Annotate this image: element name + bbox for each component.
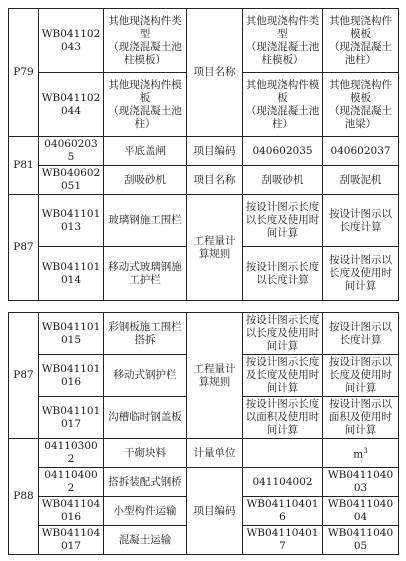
- original-text: 按设计图示长度以长度及使用时间计算: [243, 195, 323, 247]
- original-text: [243, 439, 323, 468]
- item-name: 其他现浇构件模板 （现浇混凝土池柱）: [104, 73, 187, 137]
- corrected-text: 040602037: [323, 137, 399, 166]
- item-name: 玻璃钢施工围栏: [104, 195, 187, 247]
- corrected-text: WB041104003: [323, 468, 399, 497]
- table-row: [9, 137, 399, 166]
- page-number: P79: [9, 9, 39, 137]
- item-name: 彩钢板施工围栏搭拆: [104, 313, 187, 355]
- page-number: P88: [9, 439, 39, 555]
- page-number: P87: [9, 195, 39, 301]
- item-code: 041103002: [39, 439, 104, 468]
- item-code: WB041101014: [39, 247, 104, 301]
- item-name: 搭拆装配式钢桥: [104, 468, 187, 497]
- original-text: 其他现浇构件类型 （现浇混凝土池柱模板）: [243, 9, 323, 73]
- item-name: 移动式钢护栏: [104, 355, 187, 397]
- changed-attribute: 项目名称: [187, 9, 243, 137]
- item-code: 040602035: [39, 137, 104, 166]
- item-code: WB041101013: [39, 195, 104, 247]
- page-number: P87: [9, 313, 39, 439]
- item-code: WB041104016: [39, 497, 104, 526]
- errata-table-top: [8, 8, 399, 301]
- table-row: [9, 313, 399, 355]
- item-code: WB041102044: [39, 73, 104, 137]
- table-row: [9, 439, 399, 468]
- item-code: WB041104017: [39, 526, 104, 555]
- table-row: [9, 468, 399, 497]
- table-row: [9, 195, 399, 247]
- item-name: 沟槽临时钢盖板: [104, 397, 187, 439]
- corrected-text: 其他现浇构件模板 （现浇混凝土池梁）: [323, 73, 399, 137]
- item-code: WB041101015: [39, 313, 104, 355]
- corrected-text: 按设计图示以长度及使用时间计算: [323, 247, 399, 301]
- original-text: 刮吸砂机: [243, 166, 323, 195]
- original-text: 按设计图示长度以长度及使用时间计算: [243, 313, 323, 355]
- original-text: WB041104017: [243, 526, 323, 555]
- original-text: 040602035: [243, 137, 323, 166]
- corrected-text: WB041104004: [323, 497, 399, 526]
- changed-attribute: 计量单位: [187, 439, 243, 468]
- corrected-text: 按设计图示以长度计算: [323, 313, 399, 355]
- item-name: 移动式玻璃钢施工护栏: [104, 247, 187, 301]
- table-row: [9, 166, 399, 195]
- changed-attribute: 项目编码: [187, 137, 243, 166]
- errata-table-bottom: [8, 312, 399, 555]
- corrected-text: WB041104005: [323, 526, 399, 555]
- item-code: WB041101016: [39, 355, 104, 397]
- item-name: 平底盖闸: [104, 137, 187, 166]
- corrected-text: 按设计图示以面积及使用时间计算: [323, 397, 399, 439]
- corrected-text: 按设计图示以长度及使用时间计算: [323, 355, 399, 397]
- changed-attribute: 项目编码: [187, 468, 243, 555]
- unit-superscript: 3: [363, 446, 368, 455]
- original-text: 按设计图示长度及长度及使用时间计算: [243, 355, 323, 397]
- changed-attribute: 工程量计算规则: [187, 195, 243, 301]
- item-code: WB041102043: [39, 9, 104, 73]
- item-name: 干砌块料: [104, 439, 187, 468]
- original-text: WB041104016: [243, 497, 323, 526]
- table-row: [9, 9, 399, 73]
- changed-attribute: 项目名称: [187, 166, 243, 195]
- changed-attribute: 工程量计算规则: [187, 313, 243, 439]
- item-name: 刮吸砂机: [104, 166, 187, 195]
- original-text: 其他现浇构件模板 （现浇混凝土池柱）: [243, 73, 323, 137]
- corrected-text: [323, 439, 399, 468]
- item-code: 041104002: [39, 468, 104, 497]
- item-name: 小型构件运输: [104, 497, 187, 526]
- item-name: 混凝土运输: [104, 526, 187, 555]
- corrected-text: 其他现浇构件模板 （现浇混凝土池柱）: [323, 9, 399, 73]
- item-code: WB041101017: [39, 397, 104, 439]
- original-text: 按设计图示长度以面积及使用时间计算: [243, 397, 323, 439]
- item-code: WB040602051: [39, 166, 104, 195]
- corrected-text: 刮吸泥机: [323, 166, 399, 195]
- original-text: 041104002: [243, 468, 323, 497]
- page-number: P81: [9, 137, 39, 195]
- unit-text: m: [353, 448, 364, 461]
- item-name: 其他现浇构件类型 （现浇混凝土池柱模板）: [104, 9, 187, 73]
- original-text: 按设计图示长度以长度计算: [243, 247, 323, 301]
- corrected-text: 按设计图示以长度计算: [323, 195, 399, 247]
